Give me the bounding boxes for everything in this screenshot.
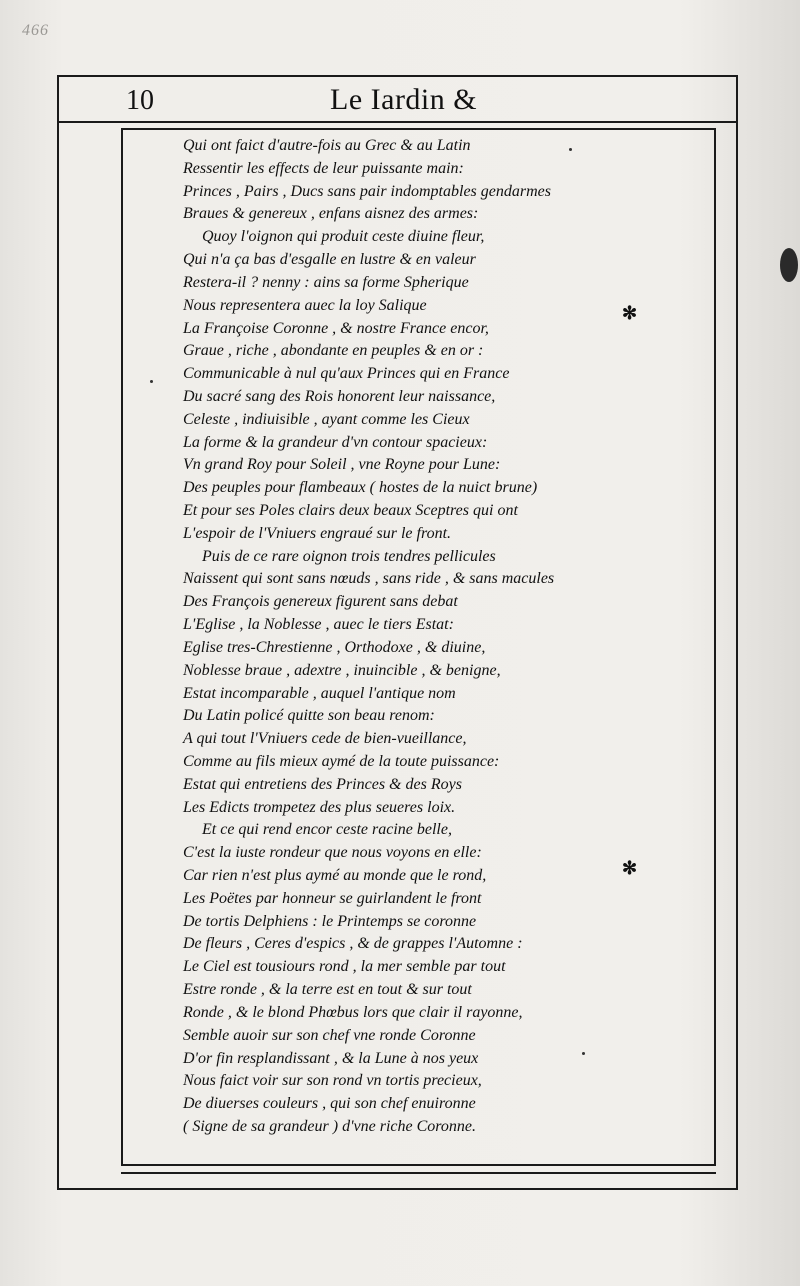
verse-line: La Françoise Coronne , & nostre France encor,	[183, 319, 489, 337]
verse-line: Le Ciel est tousiours rond , la mer semble par tout	[183, 958, 506, 976]
verse-line: Semble auoir sur son chef vne ronde Coronne	[183, 1026, 476, 1044]
verse-line: Les Edicts trompetez des plus seueres loix.	[183, 798, 456, 816]
verse-line: Vn grand Roy pour Soleil , vne Royne pour Lune:	[183, 456, 501, 474]
margin-mark: ✻	[622, 858, 638, 878]
verse-line: Du Latin policé quitte son beau renom:	[183, 707, 435, 725]
verse-line: Qui n'a ça bas d'esgalle en lustre & en valeur	[183, 251, 476, 269]
verse-line: Braues & genereux , enfans aisnez des armes:	[183, 205, 479, 223]
verse-line: Quoy l'oignon qui produit ceste diuine fleur,	[202, 228, 485, 246]
poem-verses	[183, 135, 703, 1139]
header-rule	[57, 121, 738, 123]
verse-line: Des peuples pour flambeaux ( hostes de la nuict brune)	[183, 479, 538, 497]
verse-line: Restera-il ? nenny : ains sa forme Spherique	[183, 273, 469, 291]
verse-line: Nous representera auec la loy Salique	[183, 296, 427, 314]
verse-line: Estat incomparable , auquel l'antique nom	[183, 684, 456, 702]
paper-speck	[150, 380, 153, 383]
verse-line: A qui tout l'Vniuers cede de bien-vueillance,	[183, 730, 467, 748]
verse-line: De tortis Delphiens : le Printemps se coronne	[183, 912, 477, 930]
verse-line: Graue , riche , abondante en peuples & en or :	[183, 342, 484, 360]
page-number: 10	[126, 85, 154, 116]
verse-line: Eglise tres-Chrestienne , Orthodoxe , & diuine,	[183, 638, 486, 656]
verse-line: La forme & la grandeur d'vn contour spacieux:	[183, 433, 488, 451]
verse-line: C'est la iuste rondeur que nous voyons en elle:	[183, 844, 482, 862]
verse-line: Nous faict voir sur son rond vn tortis precieux,	[183, 1072, 482, 1090]
verse-line: Car rien n'est plus aymé au monde que le rond,	[183, 867, 487, 884]
margin-mark: ✻	[622, 303, 638, 323]
verse-line: L'Eglise , la Noblesse , auec le tiers Estat:	[183, 616, 454, 634]
verse-line: Des François genereux figurent sans debat	[183, 593, 458, 611]
verse-line: Comme au fils mieux aymé de la toute puissance:	[183, 752, 500, 770]
verse-line: Estat qui entretiens des Princes & des Roys	[183, 775, 462, 793]
verse-line: De fleurs , Ceres d'espics , & de grappes l'Automne :	[183, 935, 523, 953]
verse-line: Ressentir les effects de leur puissante main:	[183, 159, 464, 177]
running-head: Le Iardin &	[330, 83, 478, 116]
paper-speck	[569, 148, 572, 151]
verse-line: Ronde , & le blond Phœbus lors que clair il rayonne,	[183, 1003, 523, 1021]
verse-line: Et pour ses Poles clairs deux beaux Sceptres qui ont	[183, 502, 518, 519]
paper-speck	[582, 1052, 585, 1055]
verse-line: De diuerses couleurs , qui son chef enuironne	[183, 1095, 476, 1113]
verse-line: Du sacré sang des Rois honorent leur naissance,	[183, 387, 496, 405]
verse-line: Princes , Pairs , Ducs sans pair indomptables gendarmes	[183, 182, 551, 200]
verse-line: Communicable à nul qu'aux Princes qui en France	[183, 365, 510, 383]
verse-line: Noblesse braue , adextre , inuincible , & benigne,	[183, 661, 501, 679]
verse-line: Qui ont faict d'autre-fois au Grec & au Latin	[183, 137, 471, 154]
verse-line: Celeste , indiuisible , ayant comme les Cieux	[183, 410, 470, 428]
verse-line: Puis de ce rare oignon trois tendres pellicules	[202, 547, 496, 565]
verse-line: ( Signe de sa grandeur ) d'vne riche Coronne.	[183, 1117, 476, 1135]
verse-line: D'or fin resplandissant , & la Lune à nos yeux	[183, 1049, 479, 1067]
ink-blot	[780, 248, 798, 282]
bottom-rule	[121, 1172, 716, 1174]
verse-line: Les Poëtes par honneur se guirlandent le front	[183, 889, 482, 907]
verse-line: Et ce qui rend encor ceste racine belle,	[202, 821, 452, 839]
pencil-folio-note: 466	[22, 22, 49, 39]
verse-line: L'espoir de l'Vniuers engraué sur le front.	[183, 524, 452, 542]
verse-line: Estre ronde , & la terre est en tout & sur tout	[183, 981, 472, 999]
verse-line: Naissent qui sont sans nœuds , sans ride , & sans macules	[183, 570, 555, 588]
